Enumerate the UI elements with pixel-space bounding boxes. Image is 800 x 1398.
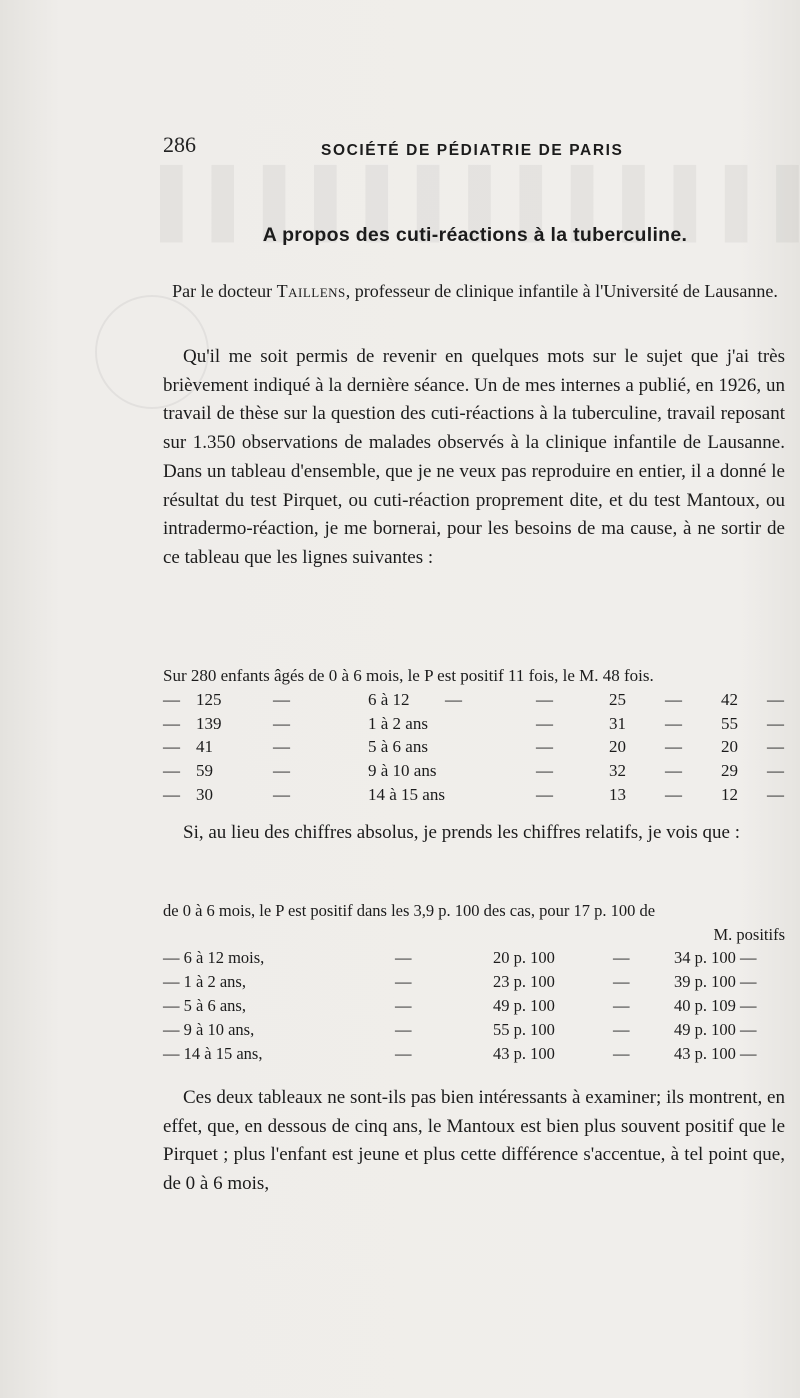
cell-p: 49 p. 100	[493, 996, 555, 1015]
table-lead-line: Sur 280 enfants âgés de 0 à 6 mois, le P est positif 11 fois, le M. 48 fois.	[163, 666, 654, 685]
cell-m: 20	[721, 737, 738, 757]
cell-count: 125	[196, 689, 222, 709]
cell-dash5: —	[665, 784, 682, 804]
byline	[160, 280, 790, 303]
cell-dash4: —	[536, 737, 553, 757]
cell-dash4: —	[536, 689, 553, 709]
cell-age: 1 à 2 ans	[368, 713, 428, 733]
cell-dash4: —	[536, 713, 553, 733]
cell-dash5: —	[665, 689, 682, 709]
body-paragraph-2: Si, au lieu des chiffres absolus, je prends les chiffres relatifs, je vois que :	[183, 822, 741, 843]
cell-dash2: —	[613, 1020, 630, 1039]
table-column-note: M. positifs	[713, 924, 785, 944]
cell-dash4: —	[536, 761, 553, 781]
table-row	[163, 759, 783, 783]
cell-age: — 6 à 12 mois,	[163, 948, 265, 967]
cell-dash2: —	[613, 972, 630, 991]
cell-count: 139	[196, 713, 222, 733]
cell-age: — 5 à 6 ans,	[163, 996, 246, 1015]
table-row	[163, 994, 785, 1018]
cell-dash2: —	[273, 761, 290, 781]
cell-age: — 9 à 10 ans,	[163, 1020, 255, 1039]
cell-p: 23 p. 100	[493, 972, 555, 991]
cell-dash2: —	[613, 948, 630, 967]
cell-m: 39 p. 100 —	[674, 972, 757, 991]
cell-m: 34 p. 100 —	[674, 948, 757, 967]
cell-age: 5 à 6 ans	[368, 737, 428, 757]
table-row	[163, 712, 783, 736]
cell-p: 43 p. 100	[493, 1044, 555, 1063]
cell-p: 31	[609, 713, 626, 733]
article-title: A propos des cuti-réactions à la tuberculine.	[262, 224, 688, 246]
cell-m: 49 p. 100 —	[674, 1020, 757, 1039]
cell-dash6: —	[767, 737, 784, 757]
cell-m: 42	[721, 689, 738, 709]
table-row	[163, 688, 783, 712]
cell-dash1: —	[395, 996, 412, 1015]
cell-dash2: —	[613, 1044, 630, 1063]
cell-dash1: —	[163, 737, 180, 757]
body-paragraph-1: Qu'il me soit permis de revenir en quelques mots sur le sujet que j'ai très brièvement indiqué à la dernière séance. Un de mes internes a publié, en 1926, un travail de thèse sur la question des cuti-réactions à la tuberculine, travail reposant sur 1.350 observations de malades observés à la clinique infantile de Lausanne. Dans un tableau d'ensemble, que je ne veux pas reproduire en entier, il a donné le résultat du test Pirquet, ou cuti-réaction proprement dite, et du test Mantoux, ou intradermo-réaction, je me bornerai, pour les besoins de ma cause, à ne sortir de ce tableau que les lignes suivantes :	[163, 346, 785, 568]
cell-dash2: —	[273, 689, 290, 709]
cell-dash1: —	[163, 784, 180, 804]
page-number: 286	[163, 132, 196, 157]
cell-p: 32	[609, 761, 626, 781]
cell-dash1: —	[163, 689, 180, 709]
cell-age: 6 à 12	[368, 689, 410, 709]
cell-dash2: —	[613, 996, 630, 1015]
cell-dash4: —	[536, 784, 553, 804]
relative-results-table	[163, 899, 785, 1066]
table-row	[163, 783, 783, 807]
cell-p: 13	[609, 784, 626, 804]
cell-dash6: —	[767, 713, 784, 733]
cell-dash6: —	[767, 761, 784, 781]
cell-m: 40 p. 109 —	[674, 996, 757, 1015]
cell-dash6: —	[767, 784, 784, 804]
table-lead-line: de 0 à 6 mois, le P est positif dans les 3,9 p. 100 des cas, pour 17 p. 100 de	[163, 901, 656, 920]
table-row	[163, 946, 785, 970]
cell-count: 59	[196, 761, 213, 781]
cell-dash5: —	[665, 761, 682, 781]
cell-dash1: —	[395, 972, 412, 991]
table-row	[163, 735, 783, 759]
table-row	[163, 1018, 785, 1042]
cell-dash5: —	[665, 737, 682, 757]
cell-m: 43 p. 100 —	[674, 1044, 757, 1063]
cell-dash1: —	[163, 713, 180, 733]
cell-age: — 1 à 2 ans,	[163, 972, 246, 991]
cell-age: 14 à 15 ans	[368, 784, 445, 804]
byline-affiliation: , professeur de clinique infantile à l'Université de Lausanne.	[345, 281, 778, 301]
cell-dash1: —	[395, 1020, 412, 1039]
cell-dash2: —	[273, 784, 290, 804]
cell-dash2: —	[273, 713, 290, 733]
cell-age: — 14 à 15 ans,	[163, 1044, 263, 1063]
cell-count: 41	[196, 737, 213, 757]
cell-p: 20	[609, 737, 626, 757]
cell-count: 30	[196, 784, 213, 804]
cell-dash6: —	[767, 689, 784, 709]
table-row	[163, 970, 785, 994]
byline-prefix: Par le docteur	[172, 281, 277, 301]
cell-dash5: —	[665, 713, 682, 733]
cell-dash2: —	[273, 737, 290, 757]
author-name: Taillens	[276, 281, 346, 301]
cell-p: 55 p. 100	[493, 1020, 555, 1039]
cell-p: 20 p. 100	[493, 948, 555, 967]
cell-m: 12	[721, 784, 738, 804]
cell-dash3: —	[445, 689, 462, 709]
cell-m: 29	[721, 761, 738, 781]
table-row	[163, 1042, 785, 1066]
journal-title: SOCIÉTÉ DE PÉDIATRIE DE PARIS	[321, 142, 624, 159]
cell-age: 9 à 10 ans	[368, 761, 437, 781]
body-paragraph-3: Ces deux tableaux ne sont-ils pas bien intéressants à examiner; ils montrent, en effet, que, en dessous de cinq ans, le Mantoux est bien plus souvent positif que le Pirquet ; plus l'enfant est jeune et plus cette différence s'accentue, à tel point que, de 0 à 6 mois,	[163, 1087, 785, 1194]
cell-m: 55	[721, 713, 738, 733]
absolute-results-table	[163, 664, 783, 807]
cell-dash1: —	[395, 948, 412, 967]
cell-dash1: —	[395, 1044, 412, 1063]
cell-dash1: —	[163, 761, 180, 781]
cell-p: 25	[609, 689, 626, 709]
running-head	[163, 132, 783, 172]
